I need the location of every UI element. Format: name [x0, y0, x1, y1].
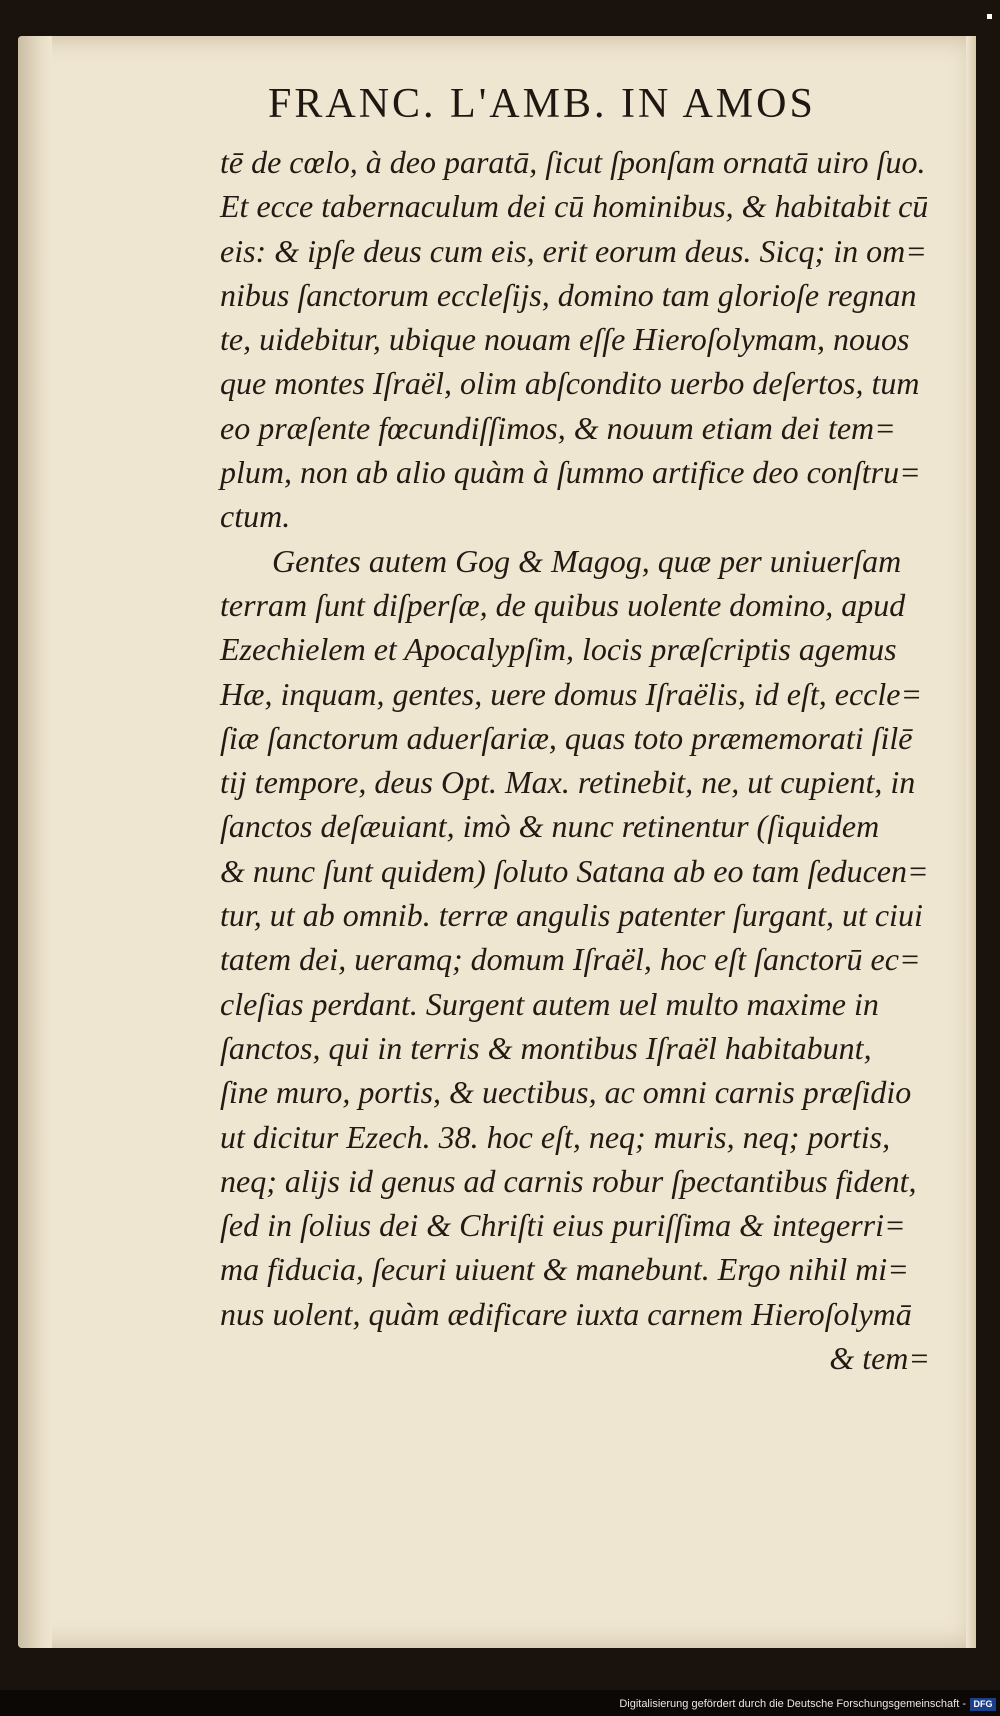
running-head: FRANC. L'AMB. IN AMOS: [268, 81, 816, 127]
text-line: ſine muro, portis, & uectibus, ac omni carnis præſidio: [220, 1074, 912, 1111]
text-line: ctum.: [220, 498, 291, 535]
text-line: ſanctos deſæuiant, imò & nunc retinentur (ſiquidem: [220, 808, 880, 845]
page-edge: [966, 36, 976, 1648]
footer-bar: [0, 1690, 1000, 1716]
text-line: eo præſente fœcundiſſimos, & nouum etiam dei tem=: [220, 409, 896, 446]
text-line: tē de cœlo, à deo paratā, ſicut ſponſam ornatā uiro ſuo.: [220, 144, 926, 180]
funding-credit: Digitalisierung gefördert durch die Deutsche Forschungsgemeinschaft -: [619, 1698, 966, 1710]
text-line: Et ecce tabernaculum dei cū hominibus, & habitabit cū: [220, 188, 929, 225]
text-line: nibus ſanctorum eccleſijs, domino tam glorioſe regnan: [220, 276, 917, 313]
text-line: que montes Iſraël, olim abſcondito uerbo deſertos, tum: [220, 365, 920, 402]
text-line: plum, non ab alio quàm à ſummo artifice deo conſtru=: [220, 454, 921, 491]
text-line: Ezechielem et Apocalypſim, locis præſcriptis agemus: [220, 631, 897, 668]
text-line: ſiæ ſanctorum aduerſariæ, quas toto præmemorati ſilē: [220, 719, 913, 756]
text-line: tatem dei, ueramq; domum Iſraël, hoc eſt ſanctorū ec=: [220, 941, 921, 978]
dfg-logo-icon: DFG: [970, 1698, 996, 1711]
text-line: neq; alijs id genus ad carnis robur ſpectantibus fident,: [220, 1162, 917, 1199]
paragraph-first-line: Gentes autem Gog & Magog, quæ per uniuerſam: [272, 542, 902, 579]
corner-mark: [987, 14, 992, 19]
text-line: tij tempore, deus Opt. Max. retinebit, ne, ut cupient, in: [220, 764, 916, 801]
text-line: cleſias perdant. Surgent autem uel multo maxime in: [220, 985, 879, 1022]
page-gutter: [18, 36, 52, 1648]
text-line: eis: & ipſe deus cum eis, erit eorum deus. Sicq; in om=: [220, 232, 927, 269]
text-line: Hæ, inquam, gentes, uere domus Iſraëlis, id eſt, eccle=: [220, 675, 923, 712]
text-line: ma fiducia, ſecuri uiuent & manebunt. Ergo nihil mi=: [220, 1251, 909, 1288]
text-line: te, uidebitur, ubique nouam eſſe Hieroſolymam, nouos: [220, 321, 910, 358]
text-line: ſanctos, qui in terris & montibus Iſraël habitabunt,: [220, 1029, 872, 1066]
text-line: nus uolent, quàm ædificare iuxta carnem Hieroſolymā: [220, 1295, 912, 1332]
catchword: & tem=: [829, 1340, 930, 1377]
text-line: ut dicitur Ezech. 38. hoc eſt, neq; muris, neq; portis,: [220, 1118, 891, 1155]
text-line: terram ſunt diſperſæ, de quibus uolente domino, apud: [220, 586, 906, 623]
text-line: ſed in ſolius dei & Chriſti eius puriſſima & integerri=: [220, 1207, 906, 1244]
text-line: & nunc ſunt quidem) ſoluto Satana ab eo tam ſeducen=: [220, 852, 929, 889]
body-text: [220, 140, 940, 1380]
text-line: tur, ut ab omnib. terræ angulis patenter ſurgant, ut ciui: [220, 897, 923, 934]
